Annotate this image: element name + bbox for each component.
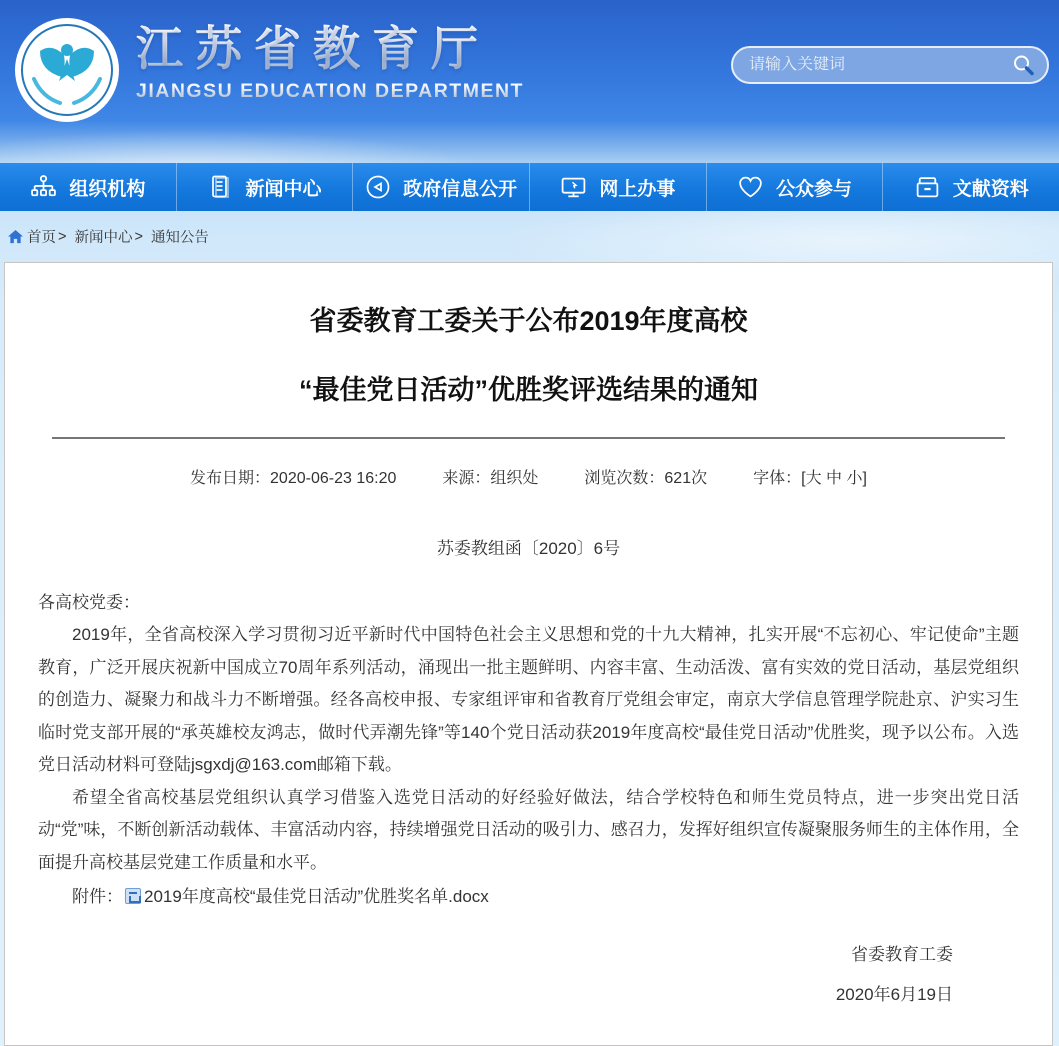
site-subtitle: JIANGSU EDUCATION DEPARTMENT (136, 80, 524, 103)
main-nav (0, 163, 1059, 211)
nav-label: 组织机构 (69, 178, 146, 200)
info-disclosure-icon (365, 174, 391, 200)
nav-label: 公众参与 (776, 178, 853, 200)
news-doc-icon (208, 174, 234, 200)
source: 来源：组织处 (442, 469, 539, 487)
breadcrumb-separator: > (58, 228, 67, 245)
breadcrumb-notices[interactable]: 通知公告 (150, 230, 209, 246)
word-doc-icon (125, 888, 141, 904)
document-number: 苏委教组函〔2020〕6号 (436, 538, 621, 558)
attachment-label: 附件： (72, 887, 123, 907)
nav-label: 新闻中心 (245, 178, 322, 200)
publish-date: 发布日期：2020-06-23 16:20 (190, 469, 397, 487)
paragraph-2: 希望全省高校基层党组织认真学习借鉴入选党日活动的好经验好做法，结合学校特色和师生党员特点，进一步突出党日活动“党”味，不断创新活动载体、丰富活动内容，持续增强党日活动的吸引力、感召力，发挥好组织宣传凝聚服务师生的主体作用，全面提升高校基层党建工作质量和水平。 (38, 787, 1019, 872)
article-title-line1: 省委教育工委关于公布2019年度高校 (309, 306, 748, 336)
search-button[interactable] (1009, 51, 1037, 79)
nav-item-gov-info-disclosure[interactable] (353, 163, 530, 211)
org-chart-icon (30, 174, 57, 201)
font-size-medium[interactable]: 中 (826, 469, 843, 487)
font-size-large[interactable]: 大 (805, 469, 822, 487)
site-banner (0, 0, 1059, 200)
search-icon (1011, 53, 1035, 77)
monitor-icon (560, 174, 587, 201)
nav-item-online-services[interactable] (530, 163, 707, 211)
site-logo (14, 17, 120, 123)
search-box (731, 46, 1049, 84)
font-size-control: 字体：[大 中 小] (753, 469, 867, 487)
article-body (38, 587, 1019, 880)
breadcrumb-news-center[interactable]: 新闻中心 (74, 230, 133, 246)
nav-label: 政府信息公开 (403, 178, 518, 200)
nav-item-organization[interactable] (0, 163, 177, 211)
font-size-small[interactable]: 小 (846, 469, 863, 487)
nav-item-public-participation[interactable] (707, 163, 884, 211)
signature-date: 2020年6月19日 (835, 984, 953, 1004)
article-panel (4, 262, 1053, 1046)
nav-label: 网上办事 (599, 178, 676, 200)
nav-item-news-center[interactable] (177, 163, 354, 211)
breadcrumb (0, 211, 1059, 262)
signature-block (38, 940, 1019, 1005)
search-input[interactable] (749, 56, 1009, 74)
article-meta (38, 465, 1019, 488)
home-icon (8, 230, 23, 244)
attachment-row (38, 881, 1019, 914)
emblem-icon (14, 17, 120, 123)
attachment-link[interactable]: 2019年度高校“最佳党日活动”优胜奖名单.docx (144, 887, 489, 907)
paragraph-1: 2019年，全省高校深入学习贯彻习近平新时代中国特色社会主义思想和党的十九大精神，扎实开展“不忘初心、牢记使命”主题教育，广泛开展庆祝新中国成立70周年系列活动，涌现出一批主题鲜明、内容丰富、生动活泼、富有实效的党日活动，基层党组织的创造力、凝聚力和战斗力不断增强。经各高校申报、专家组评审和省教育厅党组会审定，南京大学信息管理学院赴京、沪实习生临时党支部开展的“承英雄校友鸿志，做时代弄潮先锋”等140个党日活动获2019年度高校“最佳党日活动”优胜奖，现予以公布。入选党日活动材料可登陆jsgxdj@163.com邮箱下载。 (38, 625, 1019, 775)
article-title-line2: “最佳党日活动”优胜奖评选结果的通知 (299, 375, 758, 406)
salutation: 各高校党委： (38, 592, 140, 612)
article-title (38, 305, 1019, 407)
view-count: 浏览次数：621次 (584, 469, 708, 487)
heart-icon (737, 174, 764, 201)
archive-icon (914, 174, 941, 201)
nav-item-documents[interactable] (883, 163, 1059, 211)
breadcrumb-separator: > (134, 228, 143, 245)
breadcrumb-home[interactable]: 首页 (27, 230, 56, 246)
signature-org: 省委教育工委 (851, 944, 953, 964)
site-title: 江苏省教育厅 (136, 22, 524, 76)
nav-label: 文献资料 (952, 178, 1029, 200)
title-divider (52, 437, 1005, 439)
